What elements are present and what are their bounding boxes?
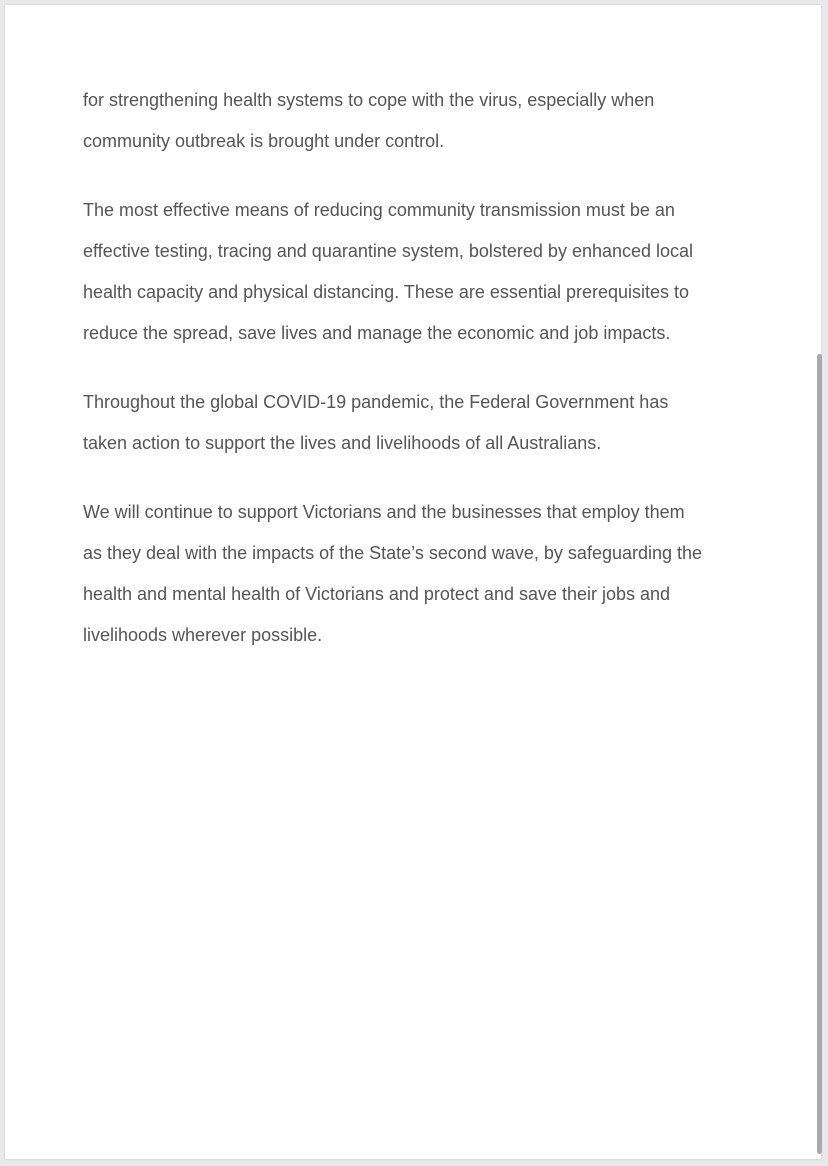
paragraph-testing-tracing	[83, 190, 763, 354]
text-line: We will continue to support Victorians and the businesses that employ them	[83, 502, 685, 522]
text-line: health and mental health of Victorians and protect and save their jobs and	[83, 584, 671, 604]
text-line: health capacity and physical distancing. These are essential prerequisites to	[83, 282, 690, 302]
document-page	[5, 5, 821, 1159]
text-line: taken action to support the lives and livelihoods of all Australians.	[83, 433, 602, 453]
page-content	[83, 80, 763, 684]
text-line: The most effective means of reducing community transmission must be an	[83, 200, 675, 220]
text-line: reduce the spread, save lives and manage the economic and job impacts.	[83, 323, 671, 343]
paragraph-health-systems	[83, 80, 763, 162]
text-line: effective testing, tracing and quarantine system, bolstered by enhanced local	[83, 241, 694, 261]
text-line: livelihoods wherever possible.	[83, 625, 323, 645]
text-line: as they deal with the impacts of the State’s second wave, by safeguarding the	[83, 543, 703, 563]
text-line: community outbreak is brought under control.	[83, 131, 445, 151]
paragraph-support-victorians	[83, 492, 763, 656]
paragraph-federal-government	[83, 382, 763, 464]
vertical-scrollbar[interactable]	[817, 354, 822, 1154]
text-line: for strengthening health systems to cope with the virus, especially when	[83, 90, 655, 110]
text-line: Throughout the global COVID-19 pandemic, the Federal Government has	[83, 392, 669, 412]
